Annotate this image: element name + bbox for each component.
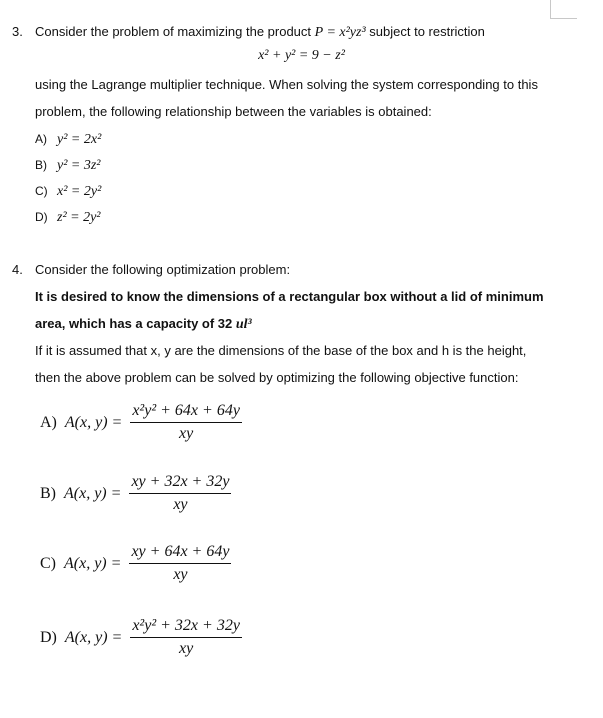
- q4-option-c-fraction: [129, 543, 231, 584]
- q3-option-a: [35, 131, 101, 148]
- q4-line3: If it is assumed that x, y are the dimensions of the base of the box and h is the height,: [35, 343, 527, 358]
- q4-option-c-numerator: xy + 64x + 64y: [129, 543, 231, 564]
- q4-bold-line1: It is desired to know the dimensions of a rectangular box without a lid of minimum: [35, 289, 544, 304]
- q4-option-d-numerator: x²y² + 32x + 32y: [130, 617, 242, 638]
- q3-option-c-letter: C): [35, 184, 48, 198]
- q4-option-a: [40, 402, 242, 443]
- q3-option-d-expr: z² = 2y²: [57, 210, 101, 225]
- q4-bold2-text: area, which has a capacity of 32: [35, 316, 236, 331]
- q3-option-b-letter: B): [35, 158, 47, 172]
- q4-option-b-lhs: [40, 485, 121, 503]
- q4-line1: Consider the following optimization problem:: [35, 262, 291, 277]
- q4-option-d-denominator: xy: [179, 640, 194, 657]
- q4-option-c-func: A(x, y) =: [64, 554, 122, 572]
- q4-option-d-fraction: [130, 617, 242, 658]
- q4-option-a-numerator: x²y² + 64x + 64y: [130, 402, 242, 423]
- q4-option-c-denominator: xy: [173, 566, 188, 583]
- q3-option-a-expr: y² = 2x²: [57, 132, 102, 147]
- q3-intro-line: [35, 24, 485, 41]
- q3-line2: using the Lagrange multiplier technique. When solving the system corresponding to this: [35, 77, 538, 92]
- q4-bold-line2: [35, 316, 252, 333]
- q4-option-c-lhs: [40, 555, 121, 573]
- q3-option-c-expr: x² = 2y²: [57, 184, 102, 199]
- q4-option-b-numerator: xy + 32x + 32y: [129, 473, 231, 494]
- q4-option-a-lhs: [40, 414, 122, 432]
- q3-intro-end: subject to restriction: [365, 24, 485, 39]
- q4-option-a-letter: A): [40, 413, 57, 431]
- page-corner-marker: [550, 0, 577, 19]
- q4-option-b-fraction: [129, 473, 231, 514]
- q4-option-d-letter: D): [40, 628, 57, 646]
- q3-option-d: [35, 209, 101, 226]
- q4-option-a-fraction: [130, 402, 242, 443]
- q4-option-c: [40, 543, 231, 584]
- q4-line4: then the above problem can be solved by optimizing the following objective function:: [35, 370, 519, 385]
- q3-option-a-letter: A): [35, 132, 47, 146]
- q3-product: P = x²yz³: [314, 25, 366, 40]
- q4-option-d-func: A(x, y) =: [64, 628, 123, 646]
- q4-option-b-letter: B): [40, 484, 56, 502]
- q4-number: 4.: [12, 262, 23, 277]
- q3-option-b: [35, 157, 101, 174]
- q3-option-b-expr: y² = 3z²: [57, 158, 101, 173]
- q4-unit: ul³: [235, 317, 252, 332]
- q3-line3: problem, the following relationship between the variables is obtained:: [35, 104, 432, 119]
- q4-option-a-func: A(x, y) =: [64, 413, 123, 431]
- q4-option-c-letter: C): [40, 554, 56, 572]
- q3-intro: Consider the problem of maximizing the product: [35, 24, 315, 39]
- q4-option-d: [40, 617, 242, 658]
- q4-option-a-denominator: xy: [179, 425, 194, 442]
- q4-option-d-lhs: [40, 629, 122, 647]
- q3-constraint: x² + y² = 9 − z²: [258, 48, 345, 63]
- q3-option-c: [35, 183, 101, 200]
- q4-option-b-denominator: xy: [173, 496, 188, 513]
- q3-option-d-letter: D): [35, 210, 48, 224]
- q3-number: 3.: [12, 24, 23, 39]
- q4-option-b-func: A(x, y) =: [64, 484, 122, 502]
- q4-option-b: [40, 473, 231, 514]
